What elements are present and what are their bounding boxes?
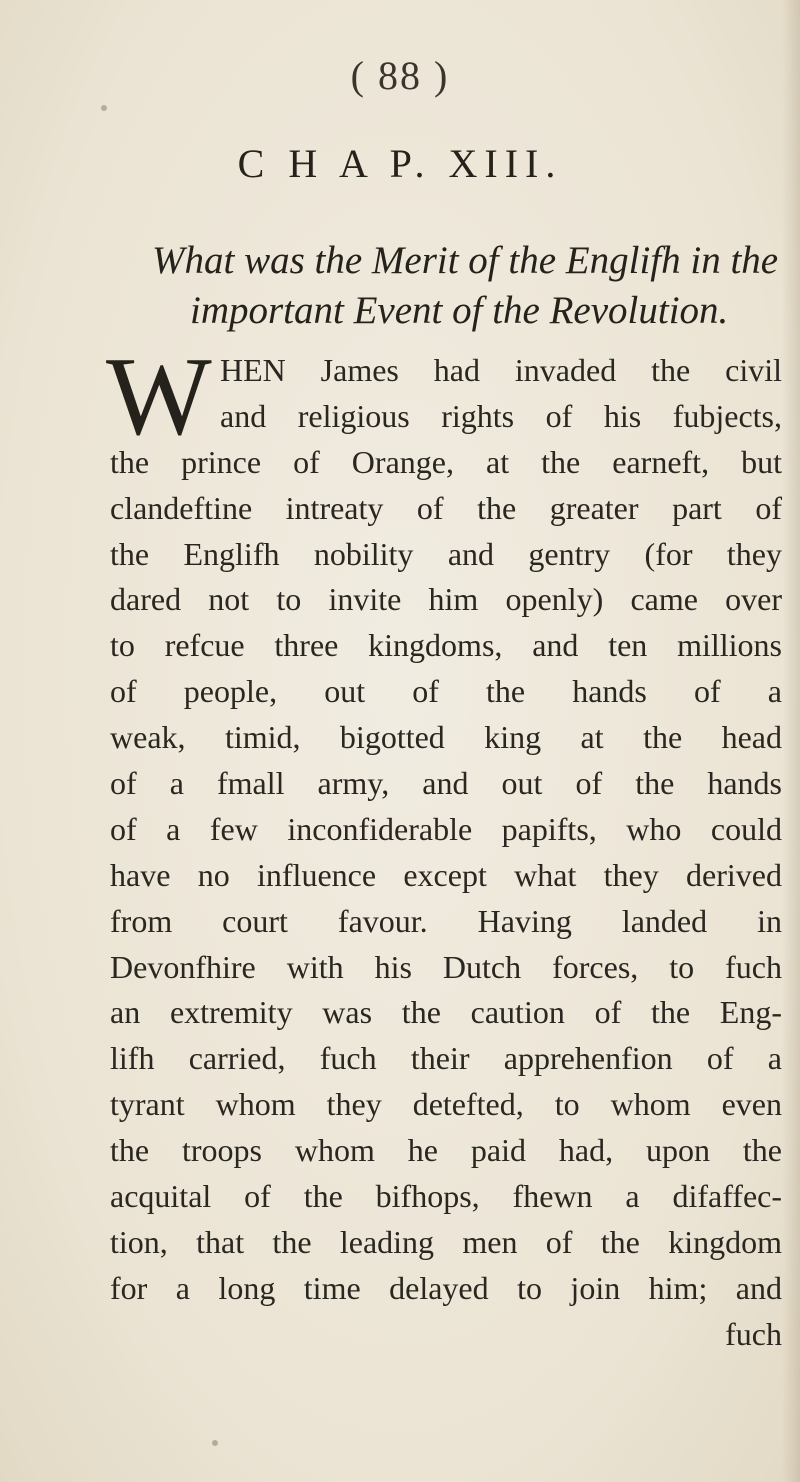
page-edge-shadow bbox=[782, 0, 800, 1482]
chapter-title-line-2: important Event of the Revolution. bbox=[190, 289, 729, 332]
body-line: lifh carried, fuch their apprehenfion of a bbox=[110, 1040, 782, 1077]
paper-spot bbox=[212, 1440, 218, 1446]
body-line: and religious rights of his fubjects, bbox=[220, 397, 782, 434]
body-line: dared not to invite him openly) came over bbox=[110, 581, 782, 618]
body-line: tyrant whom they detefted, to whom even bbox=[110, 1086, 782, 1123]
body-line: of people, out of the hands of a bbox=[110, 673, 782, 710]
body-line: to refcue three kingdoms, and ten millions bbox=[110, 627, 782, 664]
body-text bbox=[110, 348, 782, 1358]
body-line: the troops whom he paid had, upon the bbox=[110, 1132, 782, 1169]
chapter-title-line-1: What was the Merit of the Englifh in the bbox=[152, 239, 779, 282]
body-line: for a long time delayed to join him; and bbox=[110, 1269, 782, 1306]
chapter-heading: C H A P. XIII. bbox=[237, 141, 563, 186]
body-line: the prince of Orange, at the earneft, but bbox=[110, 443, 782, 480]
body-line: of a fmall army, and out of the hands bbox=[110, 765, 782, 802]
drop-cap-letter: W bbox=[106, 335, 212, 459]
body-line: the Englifh nobility and gentry (for they bbox=[110, 535, 782, 572]
body-line: from court favour. Having landed in bbox=[110, 902, 782, 939]
body-line: an extremity was the caution of the Eng- bbox=[110, 994, 782, 1031]
body-line: acquital of the bifhops, fhewn a difaffec- bbox=[110, 1178, 782, 1215]
catchword: fuch bbox=[725, 1315, 782, 1352]
body-line: Devonfhire with his Dutch forces, to fuch bbox=[110, 948, 782, 985]
body-line: have no influence except what they derived bbox=[110, 856, 782, 893]
body-line: weak, timid, bigotted king at the head bbox=[110, 719, 782, 756]
body-line: tion, that the leading men of the kingdom bbox=[110, 1223, 782, 1260]
page-number: ( 88 ) bbox=[350, 53, 450, 98]
paper-spot bbox=[101, 105, 107, 111]
body-line: clandeftine intreaty of the greater part of bbox=[110, 489, 782, 526]
body-line: of a few inconfiderable papifts, who could bbox=[110, 810, 782, 847]
body-line: HEN James had invaded the civil bbox=[220, 352, 782, 388]
chapter-title bbox=[152, 236, 779, 336]
